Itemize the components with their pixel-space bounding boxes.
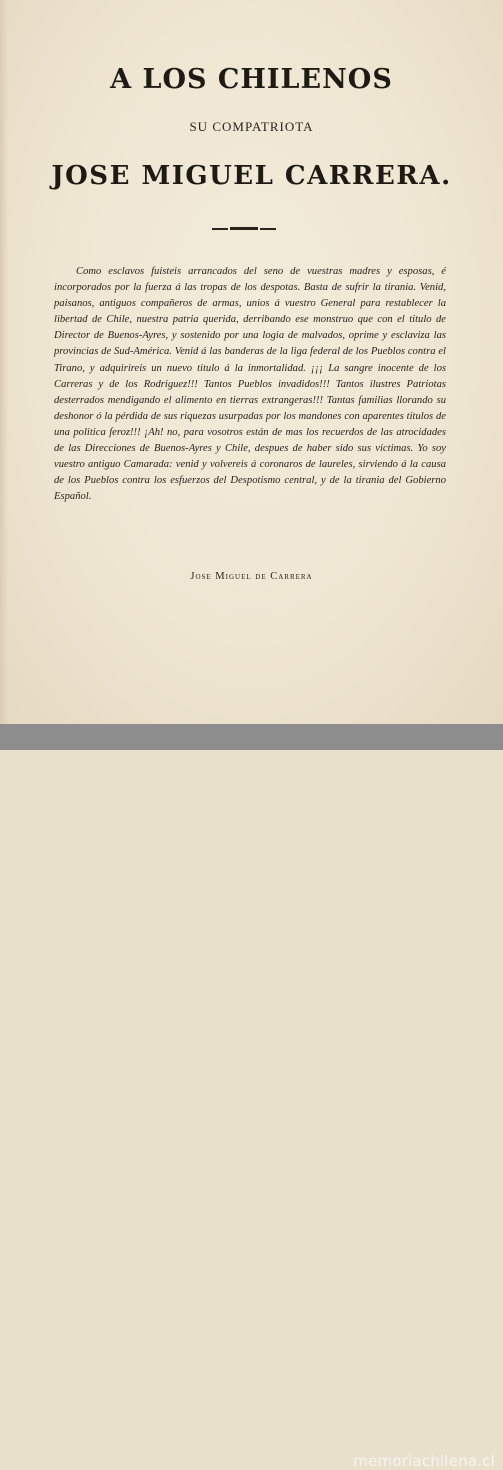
document-page <box>0 0 503 724</box>
proclamation-body: Como esclavos fuisteis arrancados del seno de vuestras madres y esposas, é incorporados por la fuerza á las tropas de los despotas. Basta de sufrir la tirania. Venid, paisanos, antiguos compañeros de armas, unios á vuestro General para restablecer la libertad de Chile, nuestra patria querida, derribando ese monstruo que con el titulo de Director de Buenos-Ayres, y sostenido por una logia de malvados, oprime y esclaviza las provincias de Sud-América. Venid á las banderas de la liga federal de los Pueblos contra el Tirano, y adquirireis un nuevo titulo á la inmortalidad. ¡¡¡ La sangre inocente de los Carreras y de los Rodriguez!!! Tantos Pueblos invadidos!!! Tantos ilustres Patriotas desterrados mendigando el alimento en tierras extrangeras!!! Tantas familias llorando su deshonor ó la pérdida de sus riquezas usurpadas por los mandones con aparentes titulos de una politica feroz!!! ¡Ah! no, para vosotros están de mas los recuerdos de las atrocidades de las Direcciones de Buenos-Ayres y Chile, despues de haber sido sus victimas. Yo soy vuestro antiguo Camarada: venid y volvereis á coronaros de laureles, sirviendo á la causa de los Pueblos contra los esfuerzos del Despotismo central, y de la tirania del Gobierno Español. <box>54 266 446 503</box>
document-title: A LOS CHILENOS <box>110 64 393 95</box>
footer-bar <box>0 724 503 1470</box>
author-heading: JOSE MIGUEL CARRERA. <box>51 161 452 191</box>
signature-line: Jose Miguel de Carrera <box>190 571 313 582</box>
site-watermark[interactable]: memoriachilena.cl <box>353 1452 495 1470</box>
ornamental-rule <box>212 226 276 232</box>
document-subtitle: SU COMPATRIOTA <box>189 119 314 134</box>
page-edge-shadow <box>0 0 8 724</box>
